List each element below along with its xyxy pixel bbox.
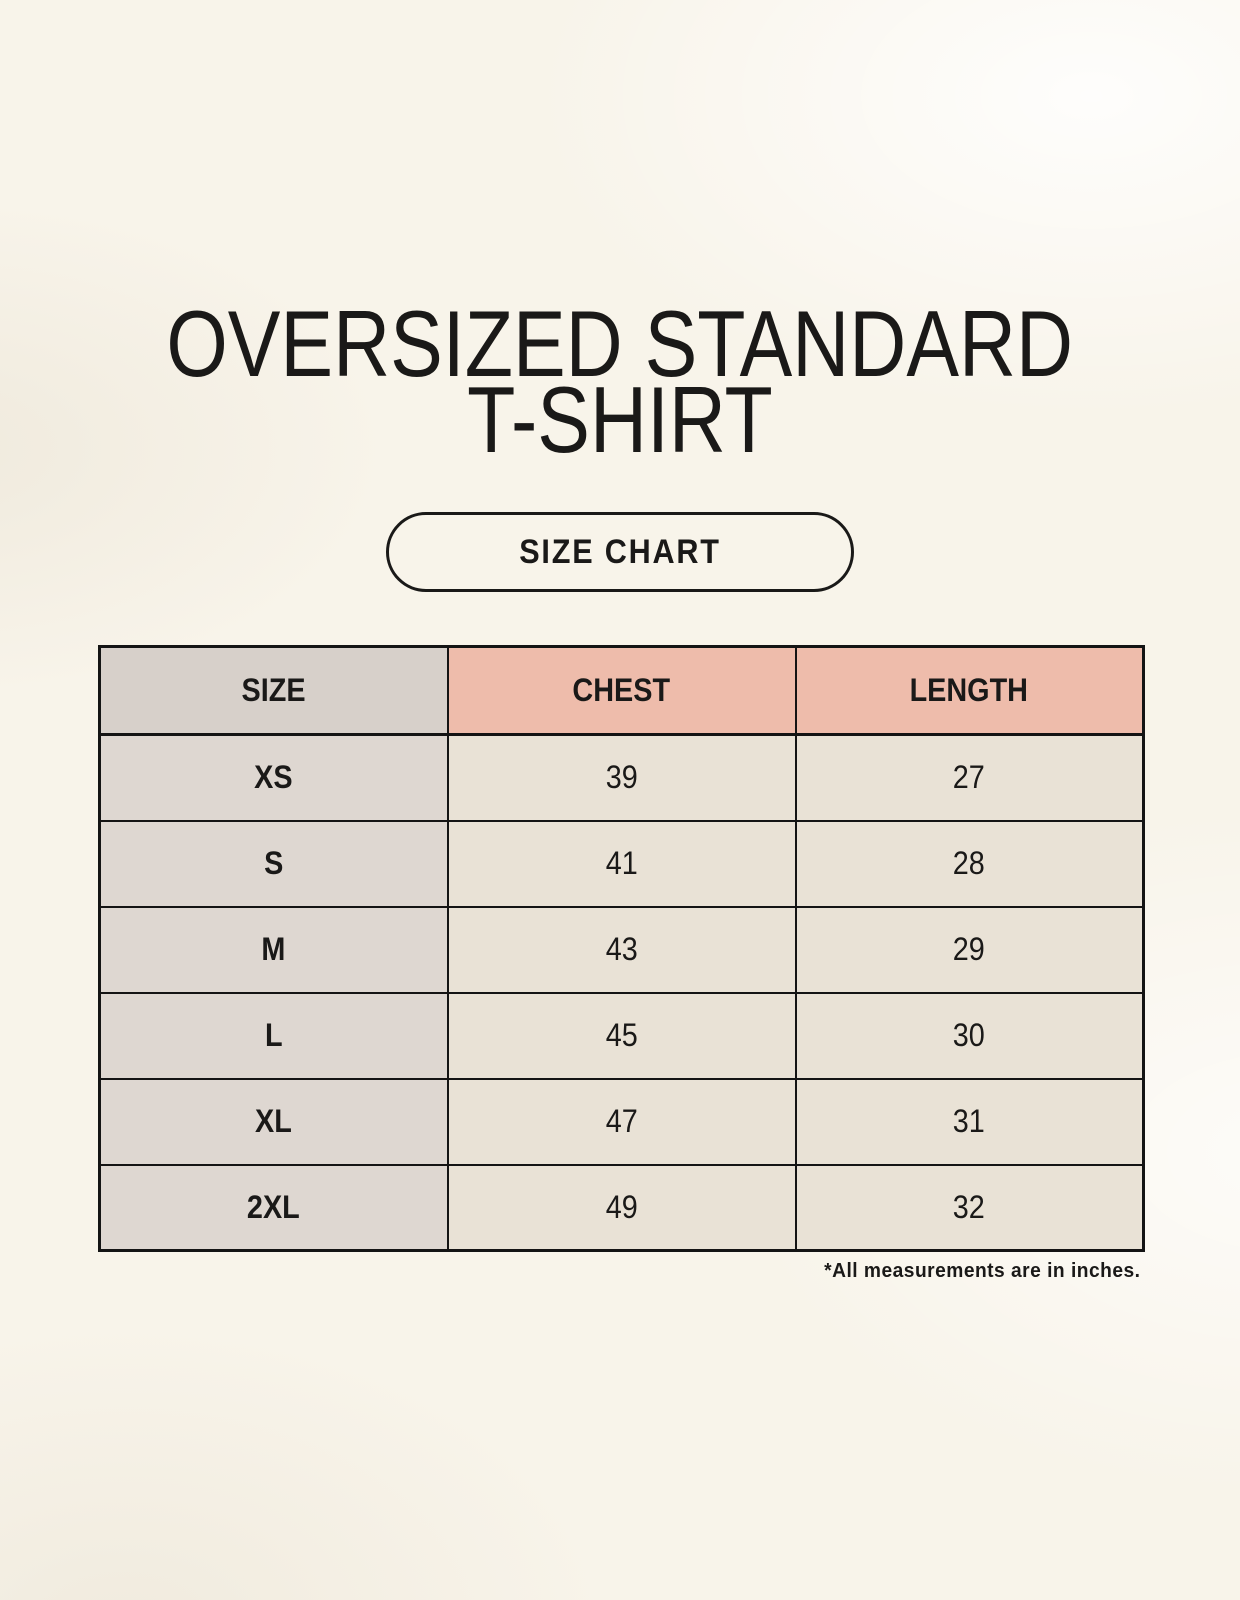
size-cell: L: [100, 993, 448, 1079]
title-line-1: OVERSIZED STANDARD: [166, 291, 1074, 396]
measurements-footnote: *All measurements are in inches.: [823, 1260, 1140, 1282]
page-title: [0, 291, 1240, 472]
table-row: [100, 1079, 1144, 1165]
size-cell: XS: [100, 735, 448, 821]
chest-cell: 41: [448, 821, 796, 907]
size-cell: XL: [100, 1079, 448, 1165]
chest-cell: 45: [448, 993, 796, 1079]
title-line-2: T-SHIRT: [467, 367, 773, 472]
length-cell: 27: [796, 735, 1144, 821]
length-cell: 28: [796, 821, 1144, 907]
table-row: [100, 907, 1144, 993]
table-row: [100, 1165, 1144, 1251]
length-cell: 31: [796, 1079, 1144, 1165]
size-chart-badge-label: SIZE CHART: [519, 532, 721, 571]
chest-cell: 43: [448, 907, 796, 993]
chest-cell: 39: [448, 735, 796, 821]
header-row: [100, 647, 1144, 735]
table-row: [100, 993, 1144, 1079]
col-header-chest: CHEST: [448, 647, 796, 735]
size-chart-badge: [386, 512, 854, 592]
table-header: [100, 647, 1144, 735]
size-chart-table: [98, 645, 1145, 1252]
table-row: [100, 735, 1144, 821]
col-header-size: SIZE: [100, 647, 448, 735]
chest-cell: 49: [448, 1165, 796, 1251]
length-cell: 29: [796, 907, 1144, 993]
table-row: [100, 821, 1144, 907]
length-cell: 30: [796, 993, 1144, 1079]
size-cell: M: [100, 907, 448, 993]
chest-cell: 47: [448, 1079, 796, 1165]
size-cell: 2XL: [100, 1165, 448, 1251]
length-cell: 32: [796, 1165, 1144, 1251]
size-cell: S: [100, 821, 448, 907]
col-header-length: LENGTH: [796, 647, 1144, 735]
